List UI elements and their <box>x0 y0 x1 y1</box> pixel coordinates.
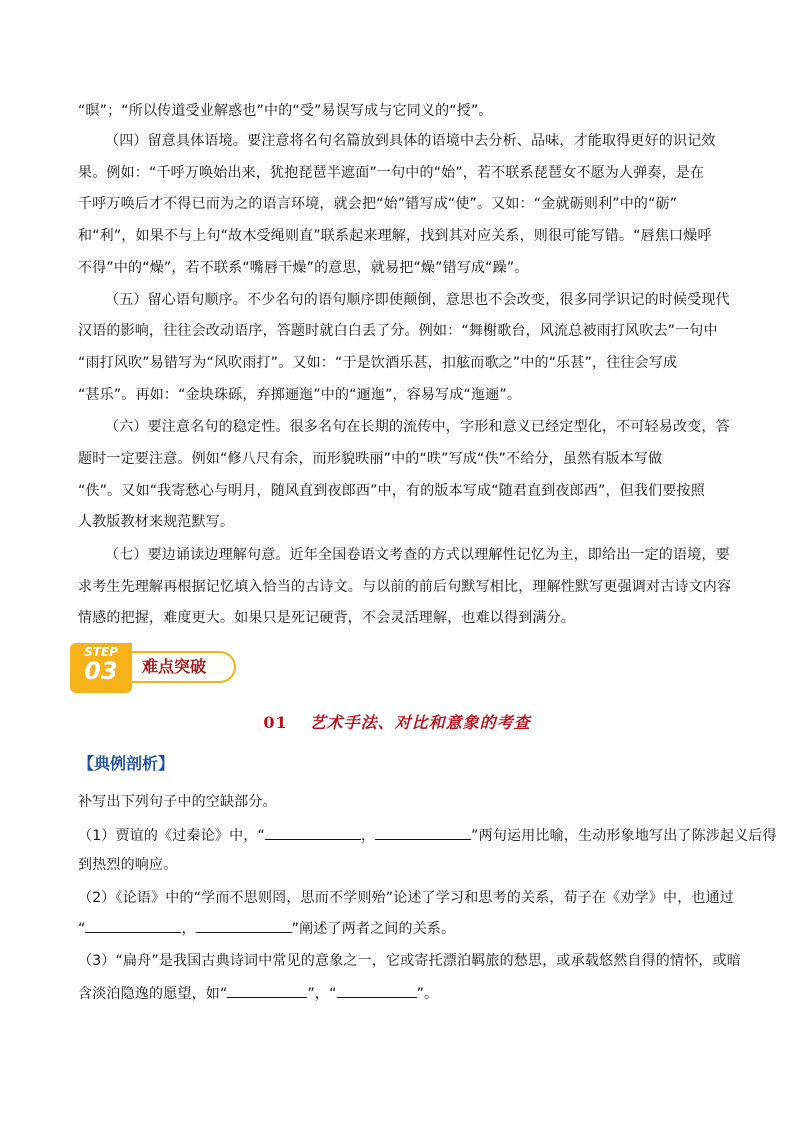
question-text: 含淡泊隐逸的愿望，如“ <box>78 986 228 1002</box>
paragraph-line: 情感的把握，难度更大。如果只是死记硬背，不会灵活理解，也难以得到满分。 <box>78 610 575 626</box>
paragraph-line: 题时一定要注意。例如“修八尺有余，而形貌昳丽”中的“昳”写成“佚”不给分，虽然有版本写做 <box>78 451 663 467</box>
paragraph-line: （五）留心语句顺序。不少名句的语句顺序即使颠倒，意思也不会改变，很多同学识记的时候受现代 <box>105 292 730 308</box>
section-title-text: 艺术手法、对比和意象的考查 <box>309 713 531 732</box>
paragraph-line: （七）要边诵读边理解句意。近年全国卷语文考查的方式以理解性记忆为主，即给出一定的语境，要 <box>105 547 730 563</box>
answer-blank[interactable] <box>265 825 361 840</box>
question-2: （2）《论语》中的“学而不思则罔，思而不学则殆”论述了学习和思考的关系，荀子在《劝学》中，也通过 <box>78 890 735 906</box>
question-text: “ <box>78 921 86 937</box>
paragraph-line: 果。例如：“千呼万唤始出来，犹抱琵琶半遮面”一句中的“始”，若不联系琵琶女不愿为人弹奏，是在 <box>78 165 705 181</box>
paragraph-line: （六）要注意名句的稳定性。很多名句在长期的流传中，字形和意义已经定型化，不可轻易改变，答 <box>105 419 730 435</box>
answer-blank[interactable] <box>196 918 292 933</box>
question-1 <box>78 825 777 846</box>
paragraph-line: “暝”；“所以传道受业解惑也”中的“受”易误写成与它同义的“授”。 <box>78 103 493 119</box>
paragraph-line: 汉语的影响，往往会改动语序，答题时就白白丢了分。例如：“舞榭歌台，风流总被雨打风吹去”一句中 <box>78 323 718 339</box>
paragraph-line: “雨打风吹”易错写为“风吹雨打”。又如：“于是饮酒乐甚，扣舷而歌之”中的“乐甚”，往往会写成 <box>78 355 678 371</box>
question-text: ”两句运用比喻，生动形象地写出了陈涉起义后得 <box>471 828 777 844</box>
answer-blank[interactable] <box>85 918 181 933</box>
step-word: STEP <box>84 645 118 659</box>
step-number: 03 <box>84 657 118 685</box>
section-number: 01 <box>263 713 288 732</box>
paragraph-line: 人教版教材来规范默写。 <box>78 514 235 530</box>
question-text: ”，“ <box>307 986 337 1002</box>
question-3-cont <box>78 983 438 1004</box>
question-text: ， <box>360 828 376 844</box>
question-text: ”。 <box>416 986 439 1002</box>
paragraph-line: 不得”中的“燥”，若不联系“嘴唇干燥”的意思，就易把“燥”错写成“躁”。 <box>78 260 529 276</box>
step-badge <box>70 643 240 695</box>
question-text: ”阐述了两者之间的关系。 <box>291 921 456 937</box>
step-label: 难点突破 <box>132 651 236 683</box>
question-2-cont <box>78 918 455 939</box>
question-1-cont: 到热烈的响应。 <box>78 857 178 873</box>
paragraph-line: （四）留意具体语境。要注意将名句名篇放到具体的语境中去分析、品味，才能取得更好的识记效 <box>105 133 716 149</box>
answer-blank[interactable] <box>227 983 307 998</box>
answer-blank[interactable] <box>375 825 471 840</box>
answer-blank[interactable] <box>337 983 417 998</box>
paragraph-line: 和“利”，如果不与上句“故木受绳则直”联系起来理解，找到其对应关系，则很可能写错。“唇焦口燥呼 <box>78 228 712 244</box>
question-intro: 补写出下列句子中的空缺部分。 <box>78 794 277 810</box>
paragraph-line: 千呼万唤后才不得已而为之的语言环境，就会把“始”错写成“使”。又如：“金就砺则利”中的“砺” <box>78 196 678 212</box>
question-text: ， <box>181 921 196 937</box>
paragraph-line: 求考生先理解再根据记忆填入恰当的古诗文。与以前的前后句默写相比，理解性默写更强调对古诗文内容 <box>78 579 732 595</box>
paragraph-line: “甚乐”。再如：“金块珠砾，弃掷逦迤”中的“逦迤”，容易写成“迤逦”。 <box>78 387 522 403</box>
question-3: （3）“扁舟”是我国古典诗词中常见的意象之一，它或寄托漂泊羁旅的愁思，或承载悠然自得的情怀，或暗 <box>78 953 742 969</box>
example-heading: 【典例剖析】 <box>78 754 175 773</box>
question-text: （1）贾谊的《过秦论》中，“ <box>78 828 265 844</box>
step-tab <box>70 643 132 693</box>
paragraph-line: “佚”。又如“我寄愁心与明月，随风直到夜郎西”中，有的版本写成“随君直到夜郎西”，但我们要按照 <box>78 483 705 499</box>
section-title <box>0 710 794 733</box>
